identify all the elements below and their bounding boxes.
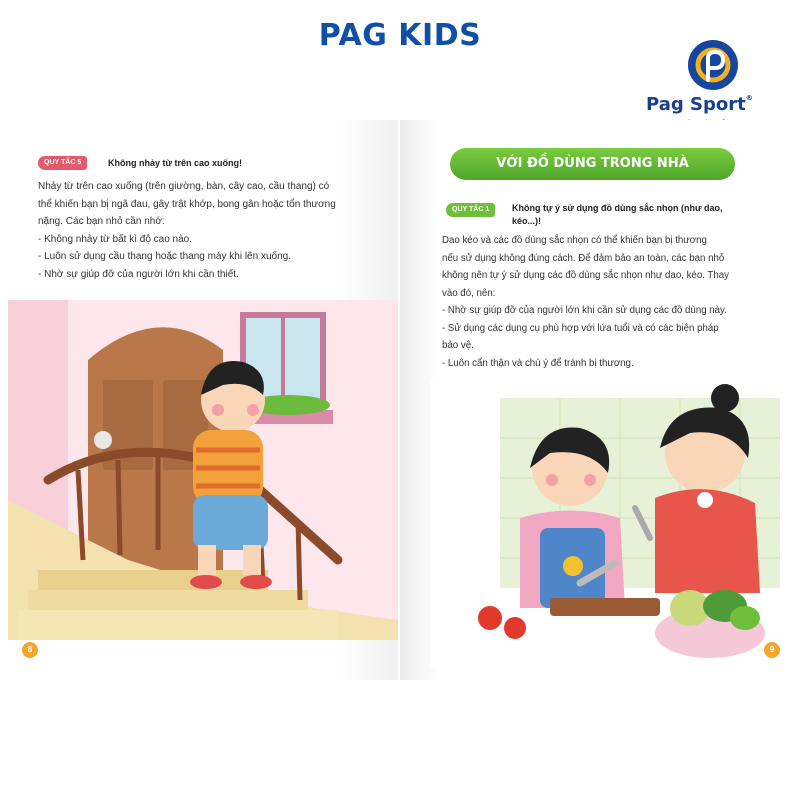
boy-on-stairs-illustration bbox=[8, 300, 398, 640]
section-banner: VỚI ĐỒ DÙNG TRONG NHÀ bbox=[450, 148, 735, 180]
body-line: nặng. Các bạn nhỏ cần nhớ: bbox=[38, 216, 165, 227]
body-line: - Luôn sử dụng cầu thang hoặc thang máy khi lên xuống. bbox=[38, 251, 291, 262]
body-line: - Nhờ sự giúp đỡ của người lớn khi cần thiết. bbox=[38, 268, 239, 280]
logo-name: Pag Sport® bbox=[646, 94, 753, 115]
body-line: Dao kéo và các đồ dùng sắc nhọn có thể khiến bạn bị thương bbox=[442, 235, 707, 246]
body-line: - Nhờ sự giúp đỡ của người lớn khi cần sử dụng các đồ dùng này. bbox=[442, 305, 727, 316]
girls-cooking-illustration bbox=[430, 378, 780, 668]
left-page bbox=[8, 120, 398, 680]
rule-tag: QUY TẮC 5 bbox=[38, 156, 87, 170]
rule-title-line: Không tự ý sử dụng đồ dùng sắc nhọn (như dao, bbox=[512, 203, 723, 213]
rule-title: Không nhảy từ trên cao xuống! bbox=[108, 158, 243, 168]
page-number: 8 bbox=[22, 642, 38, 658]
rule-body bbox=[38, 178, 336, 283]
body-line: bảo vệ. bbox=[442, 340, 474, 351]
body-line: - Luôn cẩn thận và chú ý để tránh bị thương. bbox=[442, 357, 634, 369]
pag-sport-logo bbox=[640, 40, 790, 130]
body-line: thể khiến bạn bị ngã đau, gây trật khớp, bong gân hoặc tổn thương bbox=[38, 198, 336, 210]
body-line: vào đó, nên: bbox=[442, 287, 496, 299]
rule-tag: QUY TẮC 1 bbox=[446, 203, 495, 217]
body-line: nếu sử dụng không đúng cách. Để đảm bảo an toàn, các bạn nhỏ bbox=[442, 252, 725, 264]
page-number: 9 bbox=[764, 642, 780, 658]
rule-title-line: kéo...)! bbox=[512, 216, 542, 226]
body-line: không nên tự ý sử dụng các đồ dùng sắc nhọn như dao, kéo. Thay bbox=[442, 270, 729, 281]
open-book bbox=[8, 120, 794, 680]
body-line: Nhảy từ trên cao xuống (trên giường, bàn, cây cao, cầu thang) có bbox=[38, 181, 330, 192]
right-page bbox=[400, 120, 794, 680]
rule-title bbox=[512, 202, 723, 228]
body-line: - Sử dụng các dụng cụ phù hợp với lứa tuổi và có các biện pháp bbox=[442, 322, 719, 334]
body-line: - Không nhảy từ bất kì độ cao nào. bbox=[38, 233, 193, 245]
logo-mark-icon bbox=[688, 40, 738, 90]
brand-title: PAG KIDS bbox=[318, 18, 482, 53]
rule-body bbox=[442, 232, 729, 372]
